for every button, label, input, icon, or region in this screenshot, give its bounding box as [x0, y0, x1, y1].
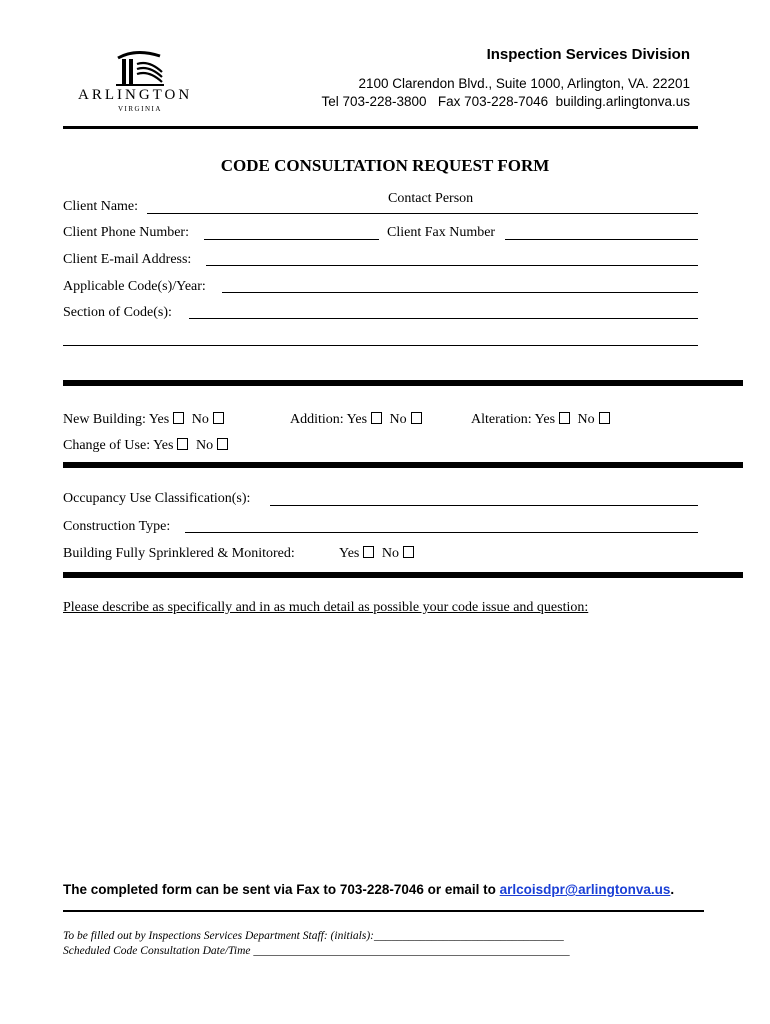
- sprinklered-yes-label: Yes: [339, 546, 360, 561]
- sprinklered-no-checkbox[interactable]: [403, 546, 414, 558]
- new-building-no-label: No: [191, 412, 209, 427]
- email-link[interactable]: arlcoisdpr@arlingtonva.us: [499, 882, 671, 897]
- alteration-no-label: No: [577, 412, 595, 427]
- footer-divider: [63, 910, 704, 912]
- describe-instruction: Please describe as specifically and in as much detail as possible your code issue and question:: [63, 600, 589, 615]
- client-name-label: Client Name:: [63, 199, 139, 214]
- new-building-yes-checkbox[interactable]: [173, 412, 184, 424]
- occupancy-field[interactable]: [270, 505, 698, 506]
- new-building-row: [63, 412, 228, 428]
- sprinklered-label: Building Fully Sprinklered & Monitored:: [63, 546, 295, 561]
- description-area[interactable]: [63, 625, 698, 870]
- alteration-row: [471, 412, 614, 428]
- client-fax-field[interactable]: [505, 239, 698, 240]
- addition-yes-label: Yes: [346, 412, 368, 427]
- arlington-logo: [78, 50, 203, 115]
- new-building-label: New Building:: [63, 412, 146, 427]
- submission-period: .: [670, 882, 675, 897]
- alteration-label: Alteration:: [471, 412, 532, 427]
- section-divider-1: [63, 380, 743, 386]
- address-line: 2100 Clarendon Blvd., Suite 1000, Arlington, VA. 22201: [358, 76, 690, 91]
- addition-no-checkbox[interactable]: [411, 412, 422, 424]
- client-phone-field[interactable]: [204, 239, 379, 240]
- applicable-code-label: Applicable Code(s)/Year:: [63, 279, 206, 294]
- logo-sub: VIRGINIA: [118, 105, 162, 113]
- change-of-use-yes-checkbox[interactable]: [177, 438, 188, 450]
- section-divider-2: [63, 462, 743, 468]
- alteration-no-checkbox[interactable]: [599, 412, 610, 424]
- section-code-field[interactable]: [189, 318, 698, 319]
- addition-yes-checkbox[interactable]: [371, 412, 382, 424]
- division-title: Inspection Services Division: [486, 46, 690, 63]
- client-name-field[interactable]: [147, 213, 698, 214]
- new-building-no-checkbox[interactable]: [213, 412, 224, 424]
- logo-name: ARLINGTON: [78, 87, 193, 103]
- change-of-use-label: Change of Use:: [63, 438, 151, 453]
- client-phone-label: Client Phone Number:: [63, 225, 189, 240]
- addition-row: [290, 412, 426, 428]
- applicable-code-field[interactable]: [222, 292, 698, 293]
- sprinklered-options: [339, 546, 418, 562]
- submission-note: [63, 882, 674, 897]
- change-of-use-yes-label: Yes: [153, 438, 174, 453]
- change-of-use-no-label: No: [195, 438, 214, 453]
- change-of-use-no-checkbox[interactable]: [217, 438, 228, 450]
- construction-type-label: Construction Type:: [63, 519, 171, 534]
- new-building-yes-label: Yes: [148, 412, 170, 427]
- form-title: CODE CONSULTATION REQUEST FORM: [220, 156, 550, 175]
- sprinklered-yes-checkbox[interactable]: [363, 546, 374, 558]
- section-code-field-2[interactable]: [63, 345, 698, 346]
- section-divider-3: [63, 572, 743, 578]
- change-of-use-row: [63, 438, 232, 454]
- addition-label: Addition:: [290, 412, 344, 427]
- alteration-yes-label: Yes: [534, 412, 556, 427]
- sprinklered-no-label: No: [381, 546, 399, 561]
- client-email-label: Client E-mail Address:: [63, 252, 192, 267]
- construction-type-field[interactable]: [185, 532, 698, 533]
- submission-text: The completed form can be sent via Fax to 703-228-7046 or email to: [63, 882, 500, 897]
- client-fax-label: Client Fax Number: [387, 225, 496, 240]
- building-columns-icon: [116, 50, 166, 88]
- client-email-field[interactable]: [206, 265, 698, 266]
- alteration-yes-checkbox[interactable]: [559, 412, 570, 424]
- contact-person-label: Contact Person: [388, 191, 474, 206]
- contact-line: Tel 703-228-3800 Fax 703-228-7046 building.arlingtonva.us: [321, 94, 690, 109]
- scheduled-date-line: Scheduled Code Consultation Date/Time _______________________________________________________: [63, 945, 570, 957]
- occupancy-label: Occupancy Use Classification(s):: [63, 491, 251, 506]
- section-code-label: Section of Code(s):: [63, 305, 172, 320]
- addition-no-label: No: [389, 412, 407, 427]
- header-divider: [63, 126, 698, 129]
- staff-initials-line: To be filled out by Inspections Services Department Staff: (initials):_________________________________: [63, 930, 564, 942]
